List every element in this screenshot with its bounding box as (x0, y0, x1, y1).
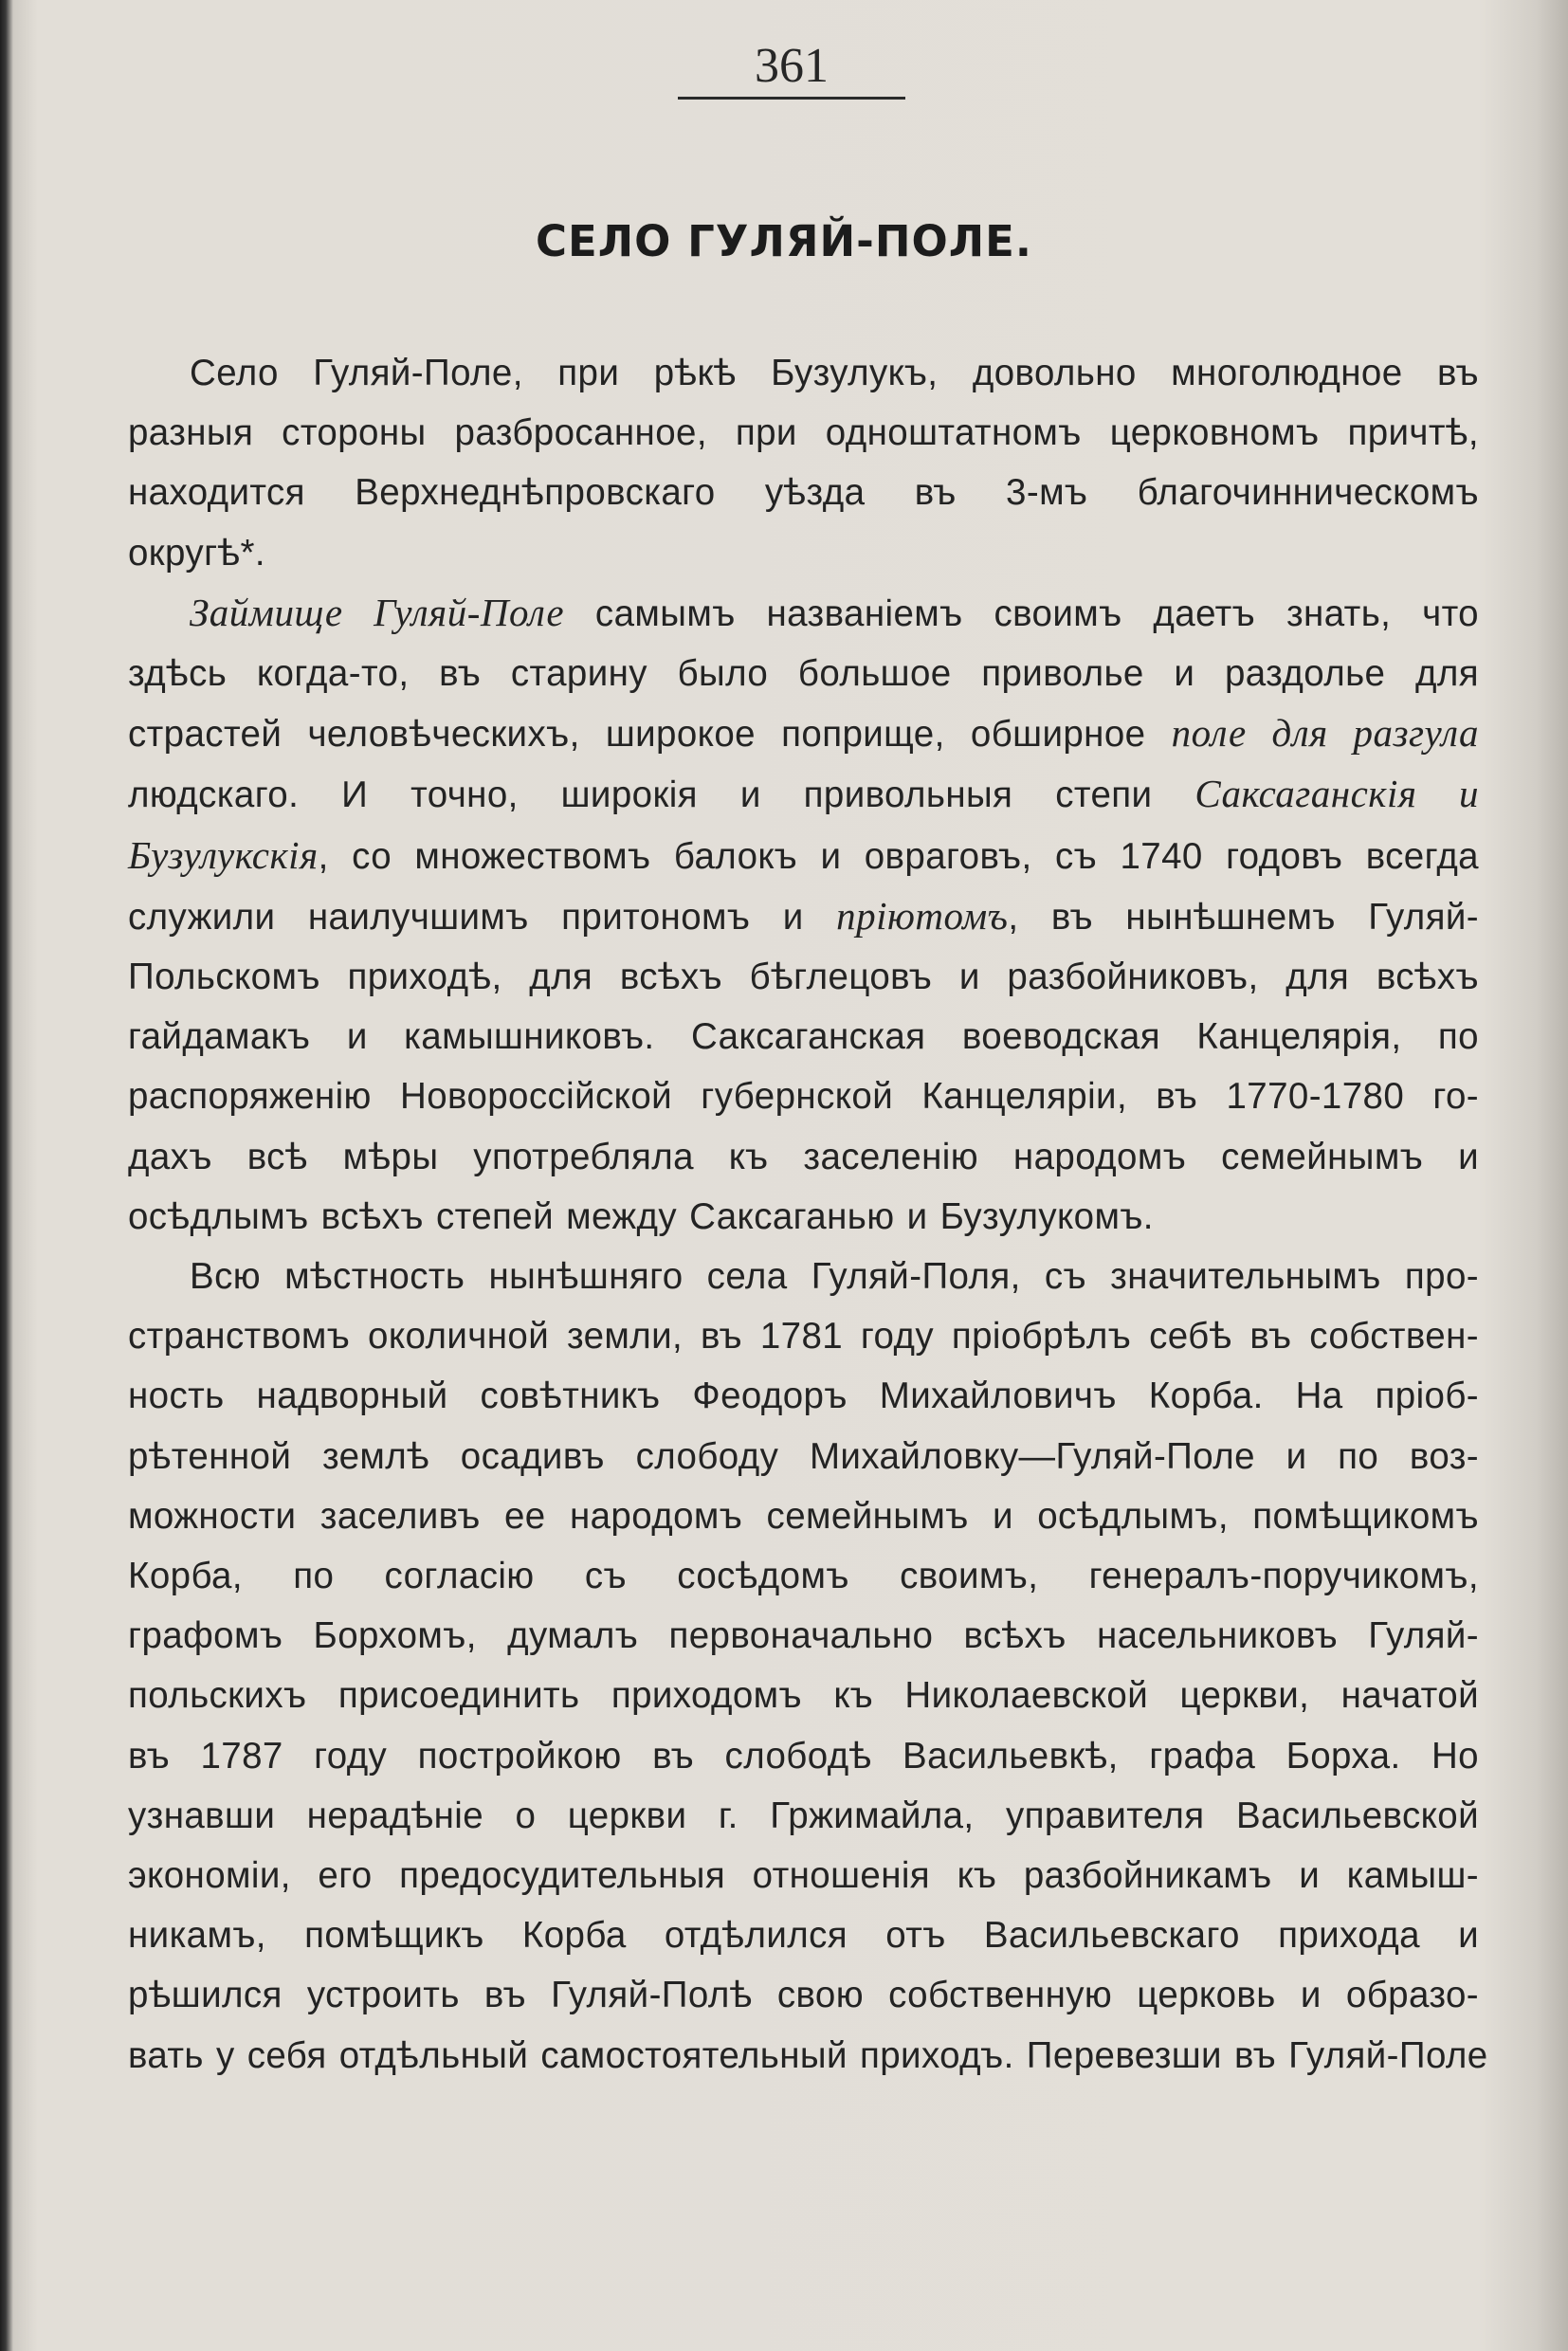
text-run: осѣдлымъ всѣхъ степей между Саксаганью и Бузулукомъ. (128, 1195, 1154, 1237)
text-line (128, 1247, 1479, 1306)
text-line (128, 1066, 1479, 1126)
text-line (128, 1666, 1479, 1725)
text-line (128, 2026, 1488, 2086)
text-line (128, 523, 1479, 583)
text-line (128, 403, 1479, 463)
text-run: Всю мѣстность нынѣшняго села Гуляй-Поля, съ значительнымъ про- (190, 1256, 1479, 1298)
text-line (128, 1187, 1479, 1247)
text-run: можности заселивъ ее народомъ семейнымъ и осѣдлымъ, помѣщикомъ (128, 1495, 1479, 1537)
text-run: узнавши нерадѣніе о церкви г. Гржимайла, управителя Васильевской (128, 1795, 1479, 1836)
text-run: здѣсь когда-то, въ старину было большое приволье и раздолье для (128, 653, 1479, 695)
text-line (128, 886, 1479, 947)
text-run: въ 1787 году постройкою въ слободѣ Васильевкѣ, графа Борха. Но (128, 1735, 1479, 1777)
paragraph-1 (128, 343, 1479, 583)
text-line (128, 1007, 1479, 1066)
text-run: Корба, по согласію съ сосѣдомъ своимъ, генералъ-поручикомъ, (128, 1556, 1479, 1597)
text-run: ность надворный совѣтникъ Феодоръ Михайловичъ Корба. На пріоб- (128, 1376, 1479, 1417)
page-number: 361 (755, 39, 829, 93)
text-line (128, 1127, 1479, 1187)
text-line (128, 343, 1479, 403)
text-run: гайдамакъ и камышниковъ. Саксаганская воеводская Канцелярія, по (128, 1016, 1479, 1058)
text-run: дахъ всѣ мѣры употребляла къ заселенію народомъ семейнымъ и (128, 1136, 1479, 1177)
text-run: служили наилучшимъ притономъ и (128, 896, 837, 938)
text-run: Село Гуляй-Поле, при рѣкѣ Бузулукъ, довольно многолюдное въ (190, 353, 1479, 393)
text-line (128, 583, 1479, 644)
text-line (128, 1306, 1479, 1366)
text-run: графомъ Борхомъ, думалъ первоначально всѣхъ насельниковъ Гуляй- (128, 1615, 1479, 1657)
text-run: экономіи, его предосудительныя отношенія къ разбойникамъ и камыш- (128, 1855, 1479, 1897)
text-run: вать у себя отдѣльный самостоятельный приходъ. Перевезши въ Гуляй-Поле (128, 2034, 1488, 2076)
text-line (128, 1427, 1479, 1486)
italic-phrase: Займище Гуляй-Поле (190, 590, 565, 634)
text-line (128, 1846, 1479, 1905)
text-line (128, 1486, 1479, 1546)
text-run: , со множествомъ балокъ и овраговъ, съ 1740 годовъ всегда (318, 835, 1479, 877)
chapter-heading: СЕЛО ГУЛЯЙ-ПОЛЕ. (536, 216, 1032, 266)
text-run: рѣтенной землѣ осадивъ слободу Михайловку—Гуляй-Поле и по воз- (128, 1435, 1479, 1477)
text-line (128, 1786, 1479, 1846)
italic-phrase: Бузулукскія (128, 832, 319, 877)
italic-phrase: пріютомъ (836, 893, 1009, 938)
page-number-block (678, 38, 905, 100)
text-line (128, 1606, 1479, 1666)
paragraph-2 (128, 583, 1479, 1247)
text-run: разныя стороны разбросанное, при одноштатномъ церковномъ причтѣ, (128, 412, 1479, 454)
text-line (128, 1905, 1479, 1965)
text-run: никамъ, помѣщикъ Корба отдѣлился отъ Васильевскаго прихода и (128, 1915, 1479, 1957)
italic-phrase: Саксаганскія и (1194, 772, 1479, 816)
text-line (128, 703, 1479, 764)
text-line (128, 1965, 1479, 2025)
text-run: распоряженію Новороссійской губернской Канцеляріи, въ 1770-1780 го- (128, 1076, 1479, 1118)
text-run: находится Верхнеднѣпровскаго уѣзда въ 3-мъ благочинническомъ (128, 472, 1479, 514)
text-line (128, 1726, 1479, 1786)
text-line (128, 764, 1479, 825)
text-run: , въ нынѣшнемъ Гуляй- (1008, 896, 1479, 938)
text-run: польскихъ присоединить приходомъ къ Николаевской церкви, начатой (128, 1675, 1479, 1717)
text-line (128, 947, 1479, 1007)
text-run: страстей человѣческихъ, широкое поприще, обширное (128, 714, 1172, 756)
text-run: людскаго. И точно, широкія и привольныя степи (128, 775, 1195, 816)
body-text (128, 343, 1488, 2086)
text-line (128, 826, 1479, 886)
text-line (128, 463, 1479, 522)
text-run: самымъ названіемъ своимъ даетъ знать, что (564, 592, 1479, 634)
text-run: странствомъ околичной земли, въ 1781 году пріобрѣлъ себѣ въ собствен- (128, 1316, 1479, 1358)
text-run: рѣшился устроить въ Гуляй-Полѣ свою собственную церковь и образо- (128, 1975, 1479, 2016)
text-run: округѣ*. (128, 532, 265, 574)
text-line (128, 1366, 1479, 1426)
paragraph-3 (128, 1247, 1488, 2086)
text-run: Польскомъ приходѣ, для всѣхъ бѣглецовъ и разбойниковъ, для всѣхъ (128, 957, 1479, 998)
text-line (128, 1546, 1479, 1606)
italic-phrase: поле для разгула (1171, 711, 1479, 756)
text-line (128, 644, 1479, 703)
page-number-rule (678, 97, 905, 100)
